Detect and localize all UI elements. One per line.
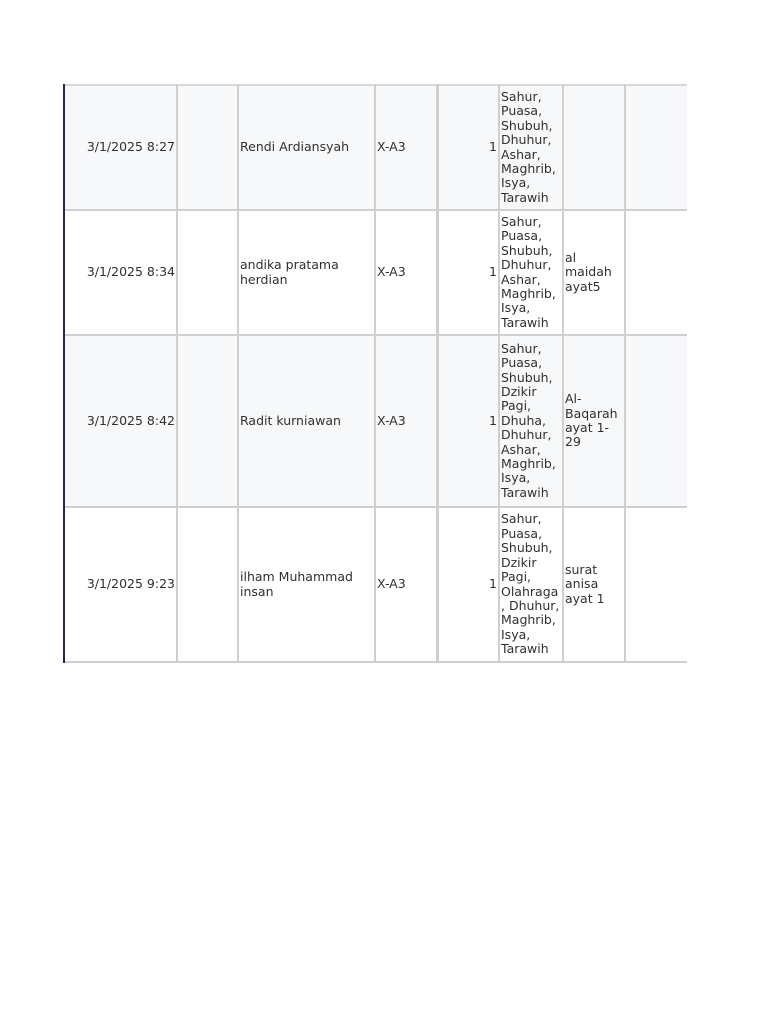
- reading-cell[interactable]: [563, 85, 625, 210]
- activities-cell[interactable]: Sahur, Puasa, Shubuh, Dzikir Pagi, Dhuha, Dhuhur, Ashar, Maghrib, Isya, Tarawih: [499, 335, 563, 507]
- blank-cell[interactable]: [177, 210, 238, 335]
- activities-cell[interactable]: Sahur, Puasa, Shubuh, Dzikir Pagi, Olahraga, Dhuhur, Maghrib, Isya, Tarawih: [499, 507, 563, 662]
- name-cell[interactable]: Radit kurniawan: [238, 335, 375, 507]
- extra-cell[interactable]: [625, 85, 687, 210]
- table-row: [65, 335, 687, 507]
- name-cell[interactable]: ilham Muhammad insan: [238, 507, 375, 662]
- name-cell[interactable]: andika pratama herdian: [238, 210, 375, 335]
- table-row: [65, 210, 687, 335]
- extra-cell[interactable]: [625, 507, 687, 662]
- count-cell[interactable]: 1: [437, 335, 499, 507]
- count-cell[interactable]: 1: [437, 507, 499, 662]
- reading-cell[interactable]: surat anisa ayat 1: [563, 507, 625, 662]
- timestamp-cell[interactable]: 3/1/2025 8:42: [65, 335, 177, 507]
- timestamp-cell[interactable]: 3/1/2025 8:27: [65, 85, 177, 210]
- table-row: [65, 507, 687, 662]
- table-row: [65, 85, 687, 210]
- class-cell[interactable]: X-A3: [375, 210, 437, 335]
- activities-cell[interactable]: Sahur, Puasa, Shubuh, Dhuhur, Ashar, Maghrib, Isya, Tarawih: [499, 85, 563, 210]
- class-cell[interactable]: X-A3: [375, 85, 437, 210]
- reading-cell[interactable]: al maidah ayat5: [563, 210, 625, 335]
- count-cell[interactable]: 1: [437, 85, 499, 210]
- name-cell[interactable]: Rendi Ardiansyah: [238, 85, 375, 210]
- blank-cell[interactable]: [177, 507, 238, 662]
- timestamp-cell[interactable]: 3/1/2025 9:23: [65, 507, 177, 662]
- timestamp-cell[interactable]: 3/1/2025 8:34: [65, 210, 177, 335]
- blank-cell[interactable]: [177, 85, 238, 210]
- class-cell[interactable]: X-A3: [375, 507, 437, 662]
- blank-cell[interactable]: [177, 335, 238, 507]
- spreadsheet-table: [63, 84, 689, 663]
- reading-cell[interactable]: Al-Baqarah ayat 1-29: [563, 335, 625, 507]
- responses-grid: [65, 84, 687, 663]
- class-cell[interactable]: X-A3: [375, 335, 437, 507]
- extra-cell[interactable]: [625, 335, 687, 507]
- extra-cell[interactable]: [625, 210, 687, 335]
- activities-cell[interactable]: Sahur, Puasa, Shubuh, Dhuhur, Ashar, Maghrib, Isya, Tarawih: [499, 210, 563, 335]
- count-cell[interactable]: 1: [437, 210, 499, 335]
